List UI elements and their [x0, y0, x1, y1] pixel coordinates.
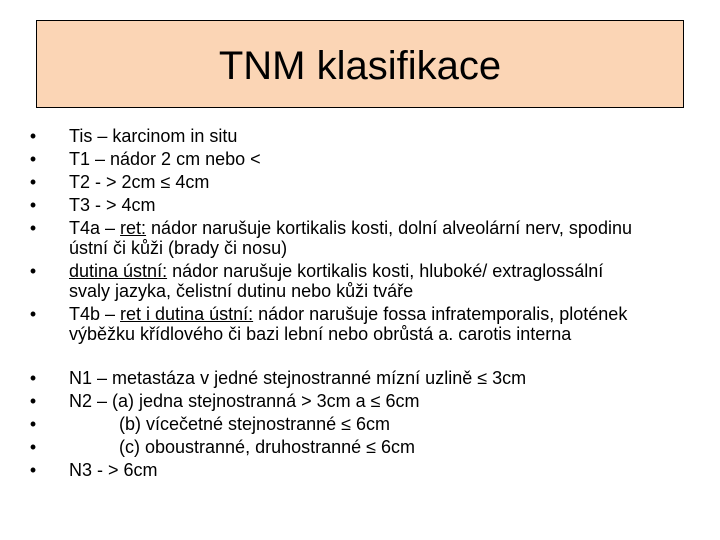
- list-item-text: N2 – (a) jedna stejnostranná > 3cm a ≤ 6cm: [69, 391, 420, 411]
- list-item-text: (c) oboustranné, druhostranné ≤ 6cm: [119, 437, 416, 457]
- list-item: [26, 304, 646, 344]
- t4a-prefix: T4a –: [69, 218, 121, 238]
- bullet-icon: •: [29, 368, 37, 388]
- list-item-text: (b) vícečetné stejnostranné ≤ 6cm: [119, 414, 391, 434]
- list-item: [26, 172, 646, 192]
- list-item: [26, 218, 646, 258]
- list-item-text: Tis – karcinom in situ: [69, 126, 238, 146]
- list-item-text: N3 - > 6cm: [69, 460, 158, 480]
- bullet-icon: •: [29, 437, 37, 457]
- dutina-ustni-description: nádor narušuje kortikalis kosti, hluboké/ extraglossální svaly jazyka, čelistní dutinu nebo kůži tváře: [69, 261, 604, 301]
- list-item-text: [69, 261, 603, 301]
- list-item: [26, 391, 646, 411]
- t4b-description: nádor narušuje fossa infratemporalis, plotének výběžku křídlového či bazi lební nebo obrůstá a. carotis interna: [69, 304, 628, 344]
- bullet-icon: •: [29, 391, 37, 411]
- t4a-ret-label: ret:: [120, 218, 147, 238]
- list-item-text: [69, 218, 632, 258]
- bullet-icon: •: [29, 304, 37, 324]
- bullet-list: [26, 126, 646, 483]
- dutina-ustni-label: dutina ústní:: [69, 261, 168, 281]
- list-item: [26, 414, 646, 434]
- bullet-icon: •: [29, 172, 37, 192]
- slide-title: TNM klasifikace: [218, 44, 502, 88]
- list-item: [26, 149, 646, 169]
- title-box: [36, 20, 684, 108]
- list-item: [26, 261, 646, 301]
- t4b-prefix: T4b –: [69, 304, 121, 324]
- list-item: [26, 437, 646, 457]
- list-item: [26, 460, 646, 480]
- list-item-text: T3 - > 4cm: [69, 195, 156, 215]
- t4a-description: nádor narušuje kortikalis kosti, dolní alveolární nerv, spodinu ústní či kůži (brady či nosu): [69, 218, 632, 258]
- bullet-icon: •: [29, 195, 37, 215]
- bullet-icon: •: [29, 218, 37, 238]
- bullet-icon: •: [29, 261, 37, 281]
- list-item: [26, 368, 646, 388]
- t4b-label: ret i dutina ústní:: [120, 304, 254, 324]
- bullet-icon: •: [29, 126, 37, 146]
- list-item-text: T2 - > 2cm ≤ 4cm: [69, 172, 210, 192]
- list-item-text: N1 – metastáza v jedné stejnostranné mízní uzlině ≤ 3cm: [69, 368, 527, 388]
- list-item: [26, 126, 646, 146]
- bullet-icon: •: [29, 149, 37, 169]
- list-item-text: [69, 304, 627, 344]
- bullet-icon: •: [29, 460, 37, 480]
- bullet-icon: •: [29, 414, 37, 434]
- list-item: [26, 195, 646, 215]
- list-item-text: T1 – nádor 2 cm nebo <: [69, 149, 261, 169]
